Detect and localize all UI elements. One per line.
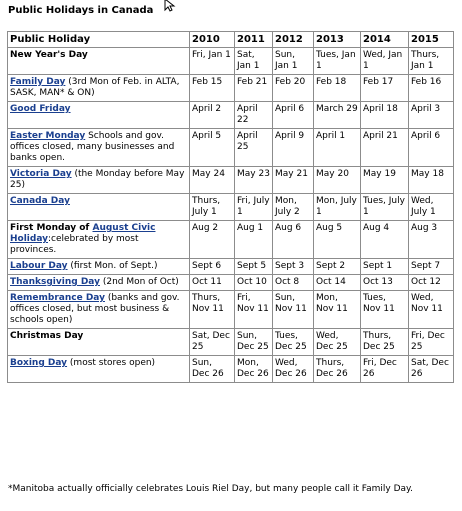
date-cell: Thurs, July 1	[190, 194, 235, 221]
holiday-cell	[8, 75, 190, 102]
holiday-prefix: First Monday of	[10, 223, 93, 233]
date-cell: April 2	[190, 102, 235, 129]
column-header-holiday: Public Holiday	[8, 32, 190, 48]
holiday-cell	[8, 167, 190, 194]
holiday-name: New Year's Day	[10, 50, 88, 60]
date-cell: Aug 1	[235, 221, 273, 259]
date-cell: Wed, Jan 1	[361, 48, 409, 75]
date-cell: Oct 11	[190, 275, 235, 291]
holiday-link[interactable]: August Civic Holiday	[10, 223, 156, 244]
date-cell: Fri, Dec 26	[361, 356, 409, 383]
page-title: Public Holidays in Canada	[8, 5, 154, 16]
footnote: *Manitoba actually officially celebrates Louis Riel Day, but many people call it Family Day.	[8, 484, 413, 494]
holiday-link[interactable]: Good Friday	[10, 104, 71, 114]
date-cell: Aug 6	[273, 221, 314, 259]
date-cell: Sept 5	[235, 259, 273, 275]
date-cell: May 18	[409, 167, 454, 194]
date-cell: Feb 15	[190, 75, 235, 102]
date-cell: Fri, July 1	[235, 194, 273, 221]
holiday-link[interactable]: Easter Monday	[10, 131, 86, 141]
date-cell: Sun, Jan 1	[273, 48, 314, 75]
date-cell: Wed, Nov 11	[409, 291, 454, 329]
date-cell: Fri, Jan 1	[190, 48, 235, 75]
date-cell: Sun, Dec 26	[190, 356, 235, 383]
table-row	[8, 291, 454, 329]
date-cell: Sept 6	[190, 259, 235, 275]
date-cell: Aug 2	[190, 221, 235, 259]
date-cell: Feb 17	[361, 75, 409, 102]
date-cell: May 21	[273, 167, 314, 194]
column-header-year: 2012	[273, 32, 314, 48]
date-cell: April 9	[273, 129, 314, 167]
date-cell: Wed, Dec 25	[314, 329, 361, 356]
date-cell: Sept 2	[314, 259, 361, 275]
holiday-link[interactable]: Canada Day	[10, 196, 70, 206]
date-cell: Oct 12	[409, 275, 454, 291]
table-header-row	[8, 32, 454, 48]
holiday-description: (first Mon. of Sept.)	[67, 261, 158, 271]
date-cell: Tues, Dec 25	[273, 329, 314, 356]
holidays-table	[7, 31, 454, 383]
holiday-cell	[8, 291, 190, 329]
date-cell: Sat, Dec 25	[190, 329, 235, 356]
holiday-name: Christmas Day	[10, 331, 84, 341]
holiday-description: Schools and gov. offices closed, many businesses and banks open.	[10, 131, 175, 163]
table-row	[8, 129, 454, 167]
date-cell: Thurs, Nov 11	[190, 291, 235, 329]
table-row	[8, 329, 454, 356]
date-cell: Sun, Nov 11	[273, 291, 314, 329]
date-cell: Mon, Dec 26	[235, 356, 273, 383]
column-header-year: 2011	[235, 32, 273, 48]
date-cell: Sat, Jan 1	[235, 48, 273, 75]
date-cell: Oct 14	[314, 275, 361, 291]
date-cell: May 23	[235, 167, 273, 194]
date-cell: May 24	[190, 167, 235, 194]
date-cell: Thurs, Dec 26	[314, 356, 361, 383]
holiday-link[interactable]: Family Day	[10, 77, 66, 87]
date-cell: Mon, July 1	[314, 194, 361, 221]
date-cell: April 1	[314, 129, 361, 167]
holiday-description: (most stores open)	[67, 358, 156, 368]
table-row	[8, 75, 454, 102]
holiday-cell	[8, 102, 190, 129]
date-cell: May 20	[314, 167, 361, 194]
holiday-cell	[8, 259, 190, 275]
date-cell: Feb 20	[273, 75, 314, 102]
holiday-cell	[8, 275, 190, 291]
table-row	[8, 221, 454, 259]
holiday-description: (banks and gov. offices closed, but most business & schools open)	[10, 293, 180, 325]
date-cell: Feb 16	[409, 75, 454, 102]
date-cell: Oct 13	[361, 275, 409, 291]
holiday-link[interactable]: Thanksgiving Day	[10, 277, 100, 287]
column-header-year: 2013	[314, 32, 361, 48]
date-cell: Aug 3	[409, 221, 454, 259]
mouse-pointer-icon	[164, 0, 176, 12]
date-cell: April 5	[190, 129, 235, 167]
date-cell: Wed, July 1	[409, 194, 454, 221]
date-cell: Aug 5	[314, 221, 361, 259]
date-cell: Sept 7	[409, 259, 454, 275]
holiday-link[interactable]: Victoria Day	[10, 169, 72, 179]
holiday-cell	[8, 129, 190, 167]
date-cell: April 18	[361, 102, 409, 129]
date-cell: May 19	[361, 167, 409, 194]
date-cell: Sept 3	[273, 259, 314, 275]
holiday-link[interactable]: Labour Day	[10, 261, 68, 271]
date-cell: Fri, Nov 11	[235, 291, 273, 329]
table-row	[8, 48, 454, 75]
date-cell: April 3	[409, 102, 454, 129]
date-cell: April 25	[235, 129, 273, 167]
date-cell: Mon, Nov 11	[314, 291, 361, 329]
holiday-cell	[8, 194, 190, 221]
holiday-cell	[8, 48, 190, 75]
holiday-link[interactable]: Remembrance Day	[10, 293, 105, 303]
date-cell: Thurs, Jan 1	[409, 48, 454, 75]
table-row	[8, 356, 454, 383]
date-cell: March 29	[314, 102, 361, 129]
date-cell: Oct 10	[235, 275, 273, 291]
date-cell: Sept 1	[361, 259, 409, 275]
date-cell: Feb 18	[314, 75, 361, 102]
holiday-cell	[8, 329, 190, 356]
date-cell: Oct 8	[273, 275, 314, 291]
date-cell: Fri, Dec 25	[409, 329, 454, 356]
table-row	[8, 259, 454, 275]
holiday-description: :celebrated by most provinces.	[10, 234, 139, 255]
table-body	[8, 48, 454, 383]
column-header-year: 2015	[409, 32, 454, 48]
date-cell: Sun, Dec 25	[235, 329, 273, 356]
holiday-description: (3rd Mon of Feb. in ALTA, SASK, MAN* & ON)	[10, 77, 180, 98]
date-cell: Tues, July 1	[361, 194, 409, 221]
holiday-cell	[8, 221, 190, 259]
date-cell: Wed, Dec 26	[273, 356, 314, 383]
date-cell: April 21	[361, 129, 409, 167]
holiday-description: (2nd Mon of Oct)	[99, 277, 179, 287]
date-cell: Thurs, Dec 25	[361, 329, 409, 356]
date-cell: April 22	[235, 102, 273, 129]
date-cell: Sat, Dec 26	[409, 356, 454, 383]
table-row	[8, 102, 454, 129]
column-header-year: 2010	[190, 32, 235, 48]
date-cell: Mon, July 2	[273, 194, 314, 221]
date-cell: Feb 21	[235, 75, 273, 102]
table-row	[8, 275, 454, 291]
date-cell: Tues, Jan 1	[314, 48, 361, 75]
date-cell: April 6	[409, 129, 454, 167]
holiday-cell	[8, 356, 190, 383]
table-row	[8, 167, 454, 194]
date-cell: Tues, Nov 11	[361, 291, 409, 329]
date-cell: Aug 4	[361, 221, 409, 259]
holiday-description: (the Monday before May 25)	[10, 169, 185, 190]
date-cell: April 6	[273, 102, 314, 129]
column-header-year: 2014	[361, 32, 409, 48]
holiday-link[interactable]: Boxing Day	[10, 358, 68, 368]
table-row	[8, 194, 454, 221]
